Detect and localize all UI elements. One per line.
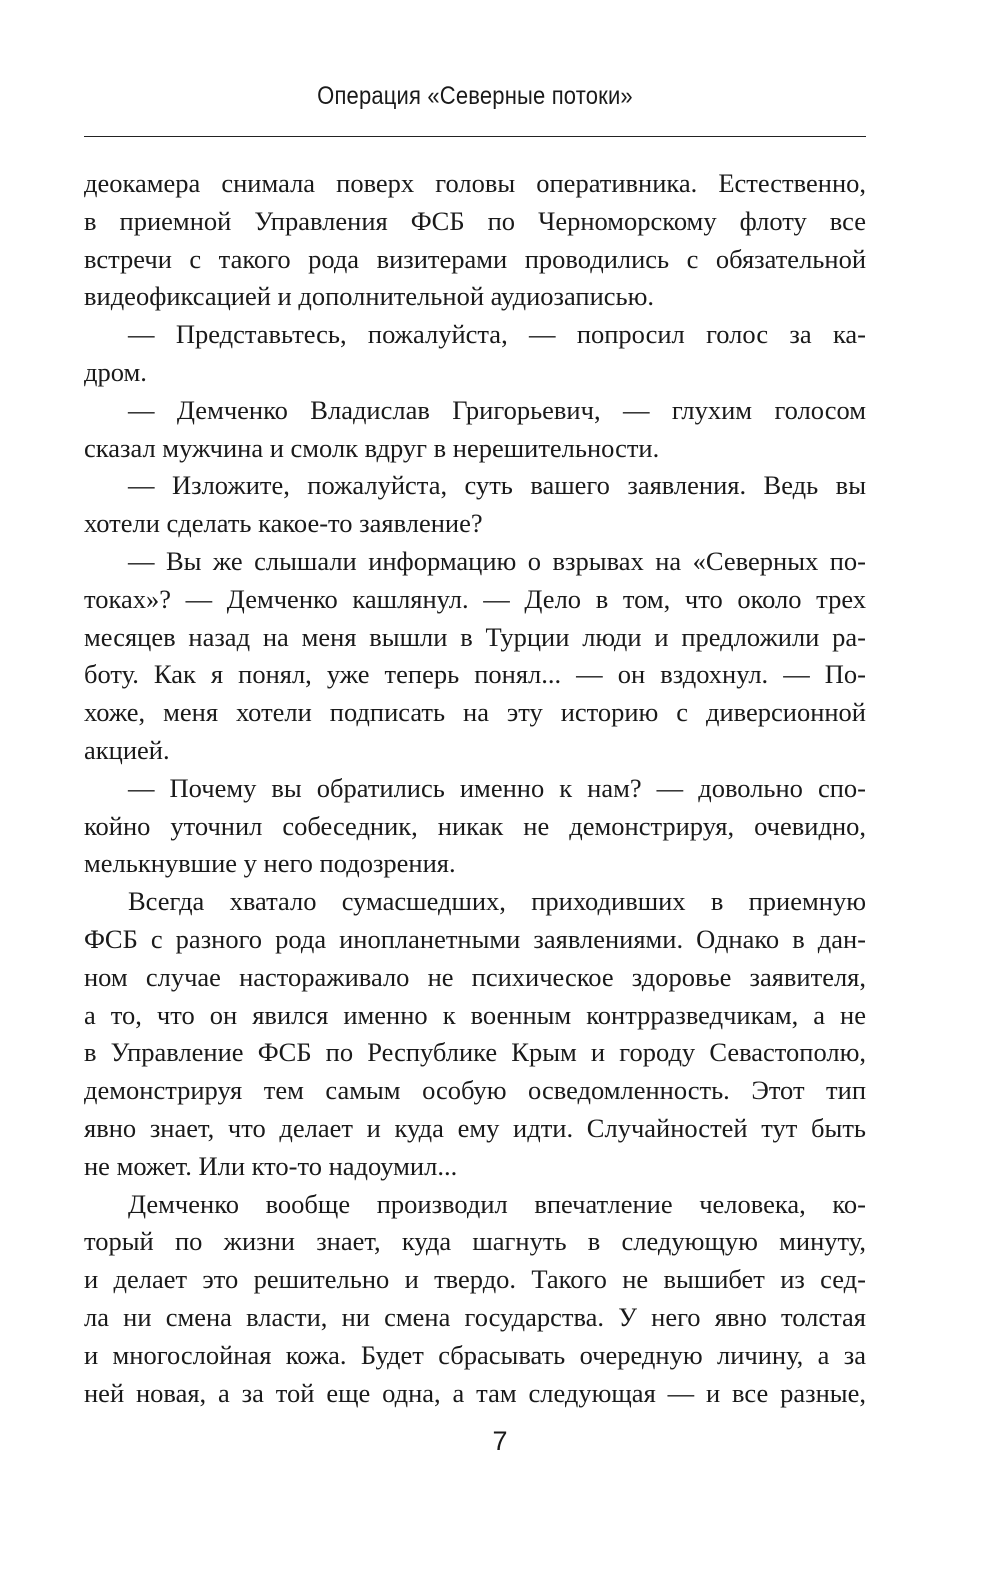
text-line: сказал мужчина и смолк вдруг в нерешительности. <box>84 432 660 463</box>
text-line: и делает это решительно и твердо. Такого не вышибет из сед- <box>84 1264 866 1295</box>
text-line: Демченко вообще производил впечатление человека, ко- <box>128 1188 866 1219</box>
text-line: не может. Или кто-то надоумил... <box>84 1150 458 1181</box>
text-line: встречи с такого рода визитерами проводились с обязательной <box>84 243 866 274</box>
text-line: ФСБ с разного рода инопланетными заявлениями. Однако в дан- <box>84 923 866 954</box>
text-line: — Демченко Владислав Григорьевич, — глухим голосом <box>128 394 866 425</box>
text-line: ном случае настораживало не психическое здоровье заявителя, <box>84 961 866 992</box>
text-line: мелькнувшие у него подозрения. <box>84 848 456 879</box>
text-line: Всегда хватало сумасшедших, приходивших в приемную <box>128 886 866 917</box>
text-line: хотели сделать какое-то заявление? <box>84 508 483 539</box>
text-line: — Представьтесь, пожалуйста, — попросил голос за ка- <box>128 319 866 350</box>
running-title: Операция «Северные потоки» <box>317 82 633 110</box>
text-line: месяцев назад на меня вышли в Турции люди и предложили ра- <box>84 621 866 652</box>
text-line: койно уточнил собеседник, никак не демонстрируя, очевидно, <box>84 810 866 841</box>
text-line: — Изложите, пожалуйста, суть вашего заявления. Ведь вы <box>128 470 866 501</box>
text-line: ла ни смена власти, ни смена государства. У него явно толстая <box>84 1301 866 1332</box>
text-line: дром. <box>84 356 147 387</box>
text-line: — Вы же слышали информацию о взрывах на «Северных по- <box>128 545 866 576</box>
text-line: в Управление ФСБ по Республике Крым и городу Севастополю, <box>84 1037 866 1068</box>
text-line: и многослойная кожа. Будет сбрасывать очередную личину, а за <box>84 1339 866 1370</box>
body-text <box>84 165 866 1412</box>
text-line: акцией. <box>84 734 170 765</box>
text-line: видеофиксацией и дополнительной аудиозаписью. <box>84 281 655 312</box>
text-line: боту. Как я понял, уже теперь понял... — он вздохнул. — По- <box>84 659 866 690</box>
text-line: демонстрируя тем самым особую осведомленность. Этот тип <box>84 1075 866 1106</box>
header-rule <box>84 136 866 137</box>
text-line: а то, что он явился именно к военным контрразведчикам, а не <box>84 999 866 1030</box>
text-line: явно знает, что делает и куда ему идти. Случайностей тут быть <box>84 1112 866 1143</box>
text-line: торый по жизни знает, куда шагнуть в следующую минуту, <box>84 1226 866 1257</box>
text-line: токах»? — Демченко кашлянул. — Дело в том, что около трех <box>84 583 866 614</box>
text-line: хоже, меня хотели подписать на эту историю с диверсионной <box>84 697 866 728</box>
text-line: ней новая, а за той еще одна, а там следующая — и все разные, <box>84 1377 866 1408</box>
page-number: 7 <box>492 1426 508 1456</box>
text-line: деокамера снимала поверх головы оперативника. Естественно, <box>84 168 866 198</box>
text-line: — Почему вы обратились именно к нам? — довольно спо- <box>128 772 866 803</box>
text-line: в приемной Управления ФСБ по Черноморскому флоту все <box>84 205 866 236</box>
